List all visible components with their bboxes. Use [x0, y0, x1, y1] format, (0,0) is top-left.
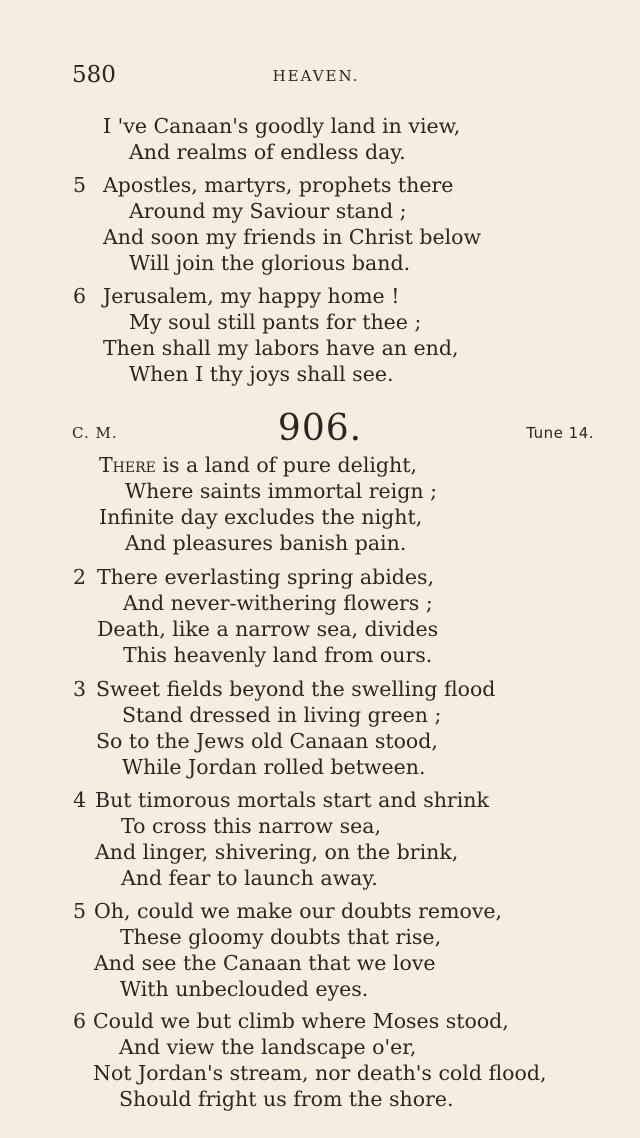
verse-line: There everlasting spring abides, — [97, 565, 435, 589]
verse-line: Apostles, martyrs, prophets there — [103, 173, 454, 197]
verse-line: And linger, shivering, on the brink, — [95, 840, 459, 864]
verse-number: 3 — [73, 677, 87, 701]
verse-line — [99, 452, 417, 478]
verse-line: When I thy joys shall see. — [129, 362, 394, 386]
verse-number: 5 — [73, 899, 87, 923]
verse-line: Stand dressed in living green ; — [122, 703, 442, 727]
verse-number: 6 — [73, 1009, 87, 1033]
verse-line: Will join the glorious band. — [129, 251, 411, 275]
verse-line: But timorous mortals start and shrink — [95, 788, 489, 812]
first-word: There — [99, 453, 156, 477]
verse-line: And soon my friends in Christ below — [103, 225, 482, 249]
verse-line: Around my Saviour stand ; — [129, 199, 407, 223]
page-header — [72, 62, 560, 92]
verse-line: So to the Jews old Canaan stood, — [96, 729, 438, 753]
verse-line: Infinite day excludes the night, — [99, 505, 423, 529]
verse-line: My soul still pants for thee ; — [129, 310, 422, 334]
hymn-meter: C. M. — [72, 424, 118, 442]
verse-line: Not Jordan's stream, nor death's cold flood, — [93, 1061, 547, 1085]
running-title: HEAVEN. — [272, 67, 360, 85]
line-rest: is a land of pure delight, — [155, 453, 418, 477]
verse-number: 6 — [73, 284, 87, 308]
verse-line: Jerusalem, my happy home ! — [103, 284, 400, 308]
verse-line: Should fright us from the shore. — [119, 1087, 454, 1111]
verse-line: To cross this narrow sea, — [121, 814, 381, 838]
verse-number: 5 — [73, 173, 87, 197]
verse-line: While Jordan rolled between. — [122, 755, 426, 779]
verse-line: And pleasures banish pain. — [125, 531, 407, 555]
hymn-tune: Tune 14. — [526, 424, 594, 442]
verse-number: 4 — [73, 788, 87, 812]
verse-line: Oh, could we make our doubts remove, — [94, 899, 503, 923]
verse-line: And see the Canaan that we love — [94, 951, 436, 975]
verse-line: These gloomy doubts that rise, — [120, 925, 442, 949]
hymn-number: 906. — [277, 408, 363, 449]
verse-line: And fear to launch away. — [121, 866, 378, 890]
page-number: 580 — [72, 62, 116, 88]
verse-line: With unbeclouded eyes. — [120, 977, 369, 1001]
verse-line: Where saints immortal reign ; — [125, 479, 437, 503]
verse-line: Death, like a narrow sea, divides — [97, 617, 439, 641]
verse-line: Sweet fields beyond the swelling flood — [96, 677, 496, 701]
verse-line: And view the landscape o'er, — [119, 1035, 417, 1059]
verse-line: Then shall my labors have an end, — [103, 336, 459, 360]
verse-line: This heavenly land from ours. — [123, 643, 433, 667]
verse-line: Could we but climb where Moses stood, — [93, 1009, 509, 1033]
verse-number: 2 — [73, 565, 87, 589]
verse-line: I 've Canaan's goodly land in view, — [103, 114, 461, 138]
verse-line: And never-withering flowers ; — [123, 591, 433, 615]
verse-line: And realms of endless day. — [129, 140, 406, 164]
